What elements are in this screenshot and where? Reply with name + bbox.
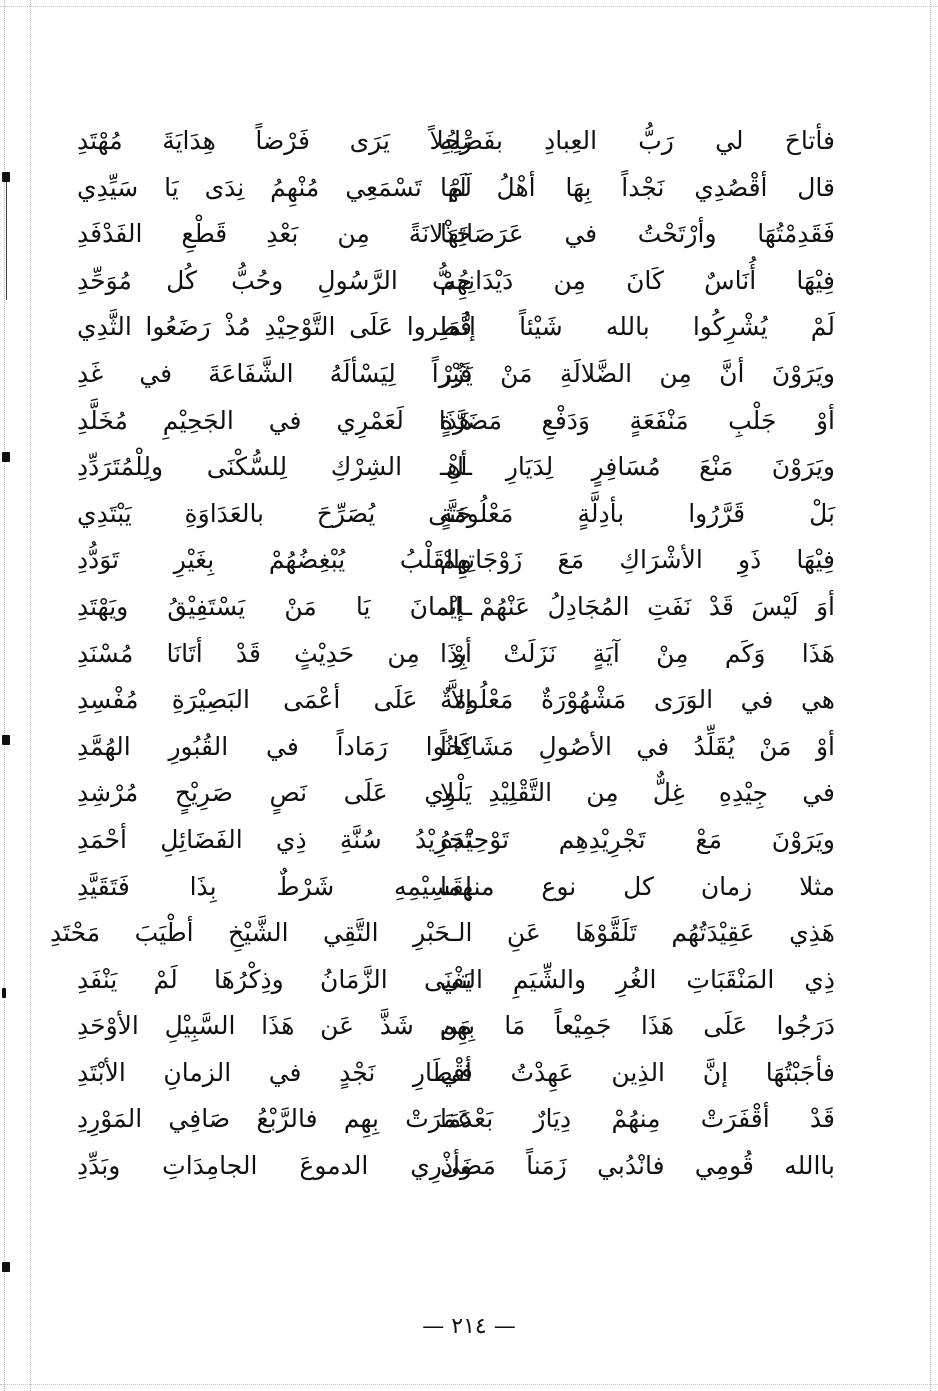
binding-mark [2, 1262, 10, 1272]
scan-border-top [0, 6, 938, 7]
scan-border-right [930, 0, 931, 1391]
second-hemistich: لَمْ تَسْمَعِي مُنْهِمُ نِدَى يَا سَيِّدِي [77, 172, 472, 202]
first-hemistich: فأتاحَ لي رَبُّ العِبادِ بفَضْلِهِ [440, 126, 835, 155]
first-hemistich: أوَ لَيْسَ قَدْ نَفَتِ المُجَادِلُ عَنْهُمْ الـ [440, 591, 835, 621]
second-hemistich: يَفْنَى الزَّمَانُ وذِكْرُهَا لَمْ يَنْفَدِ [77, 964, 472, 994]
first-hemistich: هي في الوَرَى مَشْهُوْرَةٌ مَعْلُومَةٌ [440, 685, 835, 715]
second-hemistich: إلاَّ عَلَى أعْمَى البَصِيْرَةِ مُفْسِدِ [77, 685, 472, 715]
second-hemistich: لِقَسِيْمِهِ شَرْطٌ بِذَا فَتَقَيَّدِ [77, 871, 472, 901]
verse-row [60, 398, 860, 445]
page-number: — ٢١٤ — [422, 1314, 516, 1339]
verse-row [60, 724, 860, 771]
second-hemistich: مَن شَذَّ عَن هَذَا السَّبِيْلِ الأوْحَدِ [77, 1011, 472, 1041]
verse-row [60, 165, 860, 212]
verse-row [60, 770, 860, 817]
binding-mark [2, 172, 10, 182]
second-hemistich: أقْطَارِ نَجْدٍ في الزمانِ الأبْتَدِ [77, 1057, 472, 1087]
second-hemistich: أوْ مِن حَدِيْثٍ قَدْ أتَانَا مُسْنَدِ [77, 638, 472, 668]
second-hemistich: كَانُوا رَمَاداً في القُبُورِ الهُمَّدِ [77, 731, 472, 761]
verse-row [60, 444, 860, 491]
verse-row [60, 351, 860, 398]
verse-row [60, 1143, 860, 1190]
first-hemistich: فأجَبْتُهَا إنَّ الذِين عَهِدْتُ في [440, 1057, 835, 1087]
scan-border-bottom [0, 1384, 938, 1385]
second-hemistich: حَتَّى يُصَرِّحَ بالعَدَاوَةِ يَبْتَدِي [77, 498, 472, 528]
first-hemistich: مثلا زمان كل نوع منهما [440, 871, 835, 901]
second-hemistich: جَذْلانَةً مِن بَعْدِ قَطْعِ الفَدْفَدِ [77, 219, 472, 249]
first-hemistich: هَذَا وَكَم مِنْ آيَةٍ نَزَلَتْ بِذَا [440, 638, 835, 668]
second-hemistich: عَمَرَتْ بِهِم فالرَّبْعُ صَافِي المَوْرِدِ [77, 1104, 472, 1134]
scan-border-left [4, 0, 5, 1391]
first-hemistich: لَمْ يُشْرِكُوا بالله شَيْئاً إنَّمَا [440, 312, 835, 342]
binding-edge-line [6, 180, 7, 300]
first-hemistich: دَرَجُوا عَلَى هَذَا جَمِيْعاً مَا بِهِم [440, 1011, 835, 1041]
first-hemistich: فِيْهَا ذَوِ الأشْرَاكِ مَعَ زَوْجَاتِهِمْ [440, 545, 835, 575]
first-hemistich: أوْ جَلْبِ مَنْفَعَةٍ وَدَفْعِ مَضَرَّةٍ [440, 405, 835, 435]
verse-row [60, 957, 860, 1004]
first-hemistich: ويَرَوْنَ مَنْعَ مُسَافِرٍ لِدَيَارِ أهْـ [440, 452, 835, 482]
binding-mark [2, 452, 10, 462]
first-hemistich: فِيْهَا أُنَاسٌ كَانَ مِن دَيْدَانِهِمْ [440, 265, 835, 295]
second-hemistich: فُطِروا عَلَى التَّوْحِيْدِ مُذْ رَضَعُوا الثَّدِي [77, 312, 472, 342]
second-hemistich: ـلِ الشِرْكِ لِلسُّكْنَى ولِلْمُتَرَدِّدِ [77, 452, 472, 482]
second-hemistich: والقَلْبُ يُبْغِضُهُمْ بِغَيْرِ تَوَدُّدِ [77, 545, 472, 575]
verse-row [60, 677, 860, 724]
second-hemistich: هَذَا لَعَمْرِي في الجَحِيْمِ مُخَلَّدِ [77, 405, 472, 435]
first-hemistich: فَقَدِمْتُهَا وأرْتَحْتُ في عَرَصَاتِهَا [440, 219, 835, 249]
verse-row [60, 118, 860, 165]
verse-row [60, 258, 860, 305]
verse-row [60, 864, 860, 911]
second-hemistich: وأذْرِي الدموعَ الجامِدَاتِ وبَدِّدِ [77, 1151, 472, 1181]
first-hemistich: قال أقْصُدِي نَجْداً بِهَا أهْلُ لَهَا [440, 172, 835, 202]
verse-row [60, 1096, 860, 1143]
first-hemistich: قَدْ أقْفَرَتْ مِنهُمْ دِيَارٌ بَعْدَمَا [440, 1104, 835, 1134]
binding-mark [2, 988, 6, 998]
verse-row [60, 211, 860, 258]
verse-row [60, 584, 860, 631]
full-line-verse: هَذِي عَقِيْدَتُهُم تَلَقَّوْهَا عَنِ الـحَبْرِ التَّقِي الشَّيْخِ أطْيَبَ مَحْتَدِ [50, 918, 835, 948]
verse-row [60, 631, 860, 678]
poem-page [50, 118, 860, 1190]
verse-row [60, 304, 860, 351]
verse-row [60, 491, 860, 538]
scan-guide-line [30, 0, 31, 1391]
second-hemistich: يَلْوِي عَلَى نَصٍ صَرِيْحٍ مُرْشِدِ [77, 778, 472, 808]
second-hemistich: حُبُّ الرَّسُولِ وحُبُّ كُل مُوَحِّدِ [77, 265, 472, 295]
verse-row [60, 1050, 860, 1097]
first-hemistich: ويَرَوْنَ مَعْ تَجْرِيْدِهِم تَوْحِيْدَهُ [440, 824, 835, 854]
first-hemistich: ذِي المَنْقَبَاتِ الغُرِ والشِّيَمِ التي [440, 964, 835, 994]
second-hemistich: ـإيْمانَ يَا مَنْ يَسْتَفِيْقُ ويَهْتَدِ [77, 591, 472, 621]
verse-row-full [50, 910, 860, 957]
verse-row [60, 1003, 860, 1050]
second-hemistich: تَجرِيْدُ سُنَّةِ ذِي الفَضَائِلِ أحْمَدِ [77, 824, 472, 854]
binding-mark [2, 735, 10, 745]
second-hemistich: رَجُلاً يَرَى فَرْضاً هِدَايَةَ مُهْتَدِ [77, 126, 472, 155]
first-hemistich: أوْ مَنْ يُقَلِّدُ في الأصُولِ مَشَائِخاً [440, 731, 835, 761]
verse-row [60, 537, 860, 584]
verse-row [60, 817, 860, 864]
second-hemistich: قَبْراً لِيَسْألَهُ الشَّفَاعَةَ في غَدِ [77, 358, 472, 388]
first-hemistich: ويَرَوْنَ أنَّ مِن الضَّلالَةِ مَنْ يَزُرْ [440, 358, 835, 388]
first-hemistich: باالله قُومِي فانْدُبي زَمَناً مَضَى [440, 1151, 835, 1181]
first-hemistich: بَلْ قَرَّرُوا بأدِلَّةٍ مَعْلُومَةٍ [440, 498, 835, 528]
first-hemistich: في جِيْدِهِ غِلٌّ مِن التَّقْلِيْدِ لا [440, 778, 835, 808]
